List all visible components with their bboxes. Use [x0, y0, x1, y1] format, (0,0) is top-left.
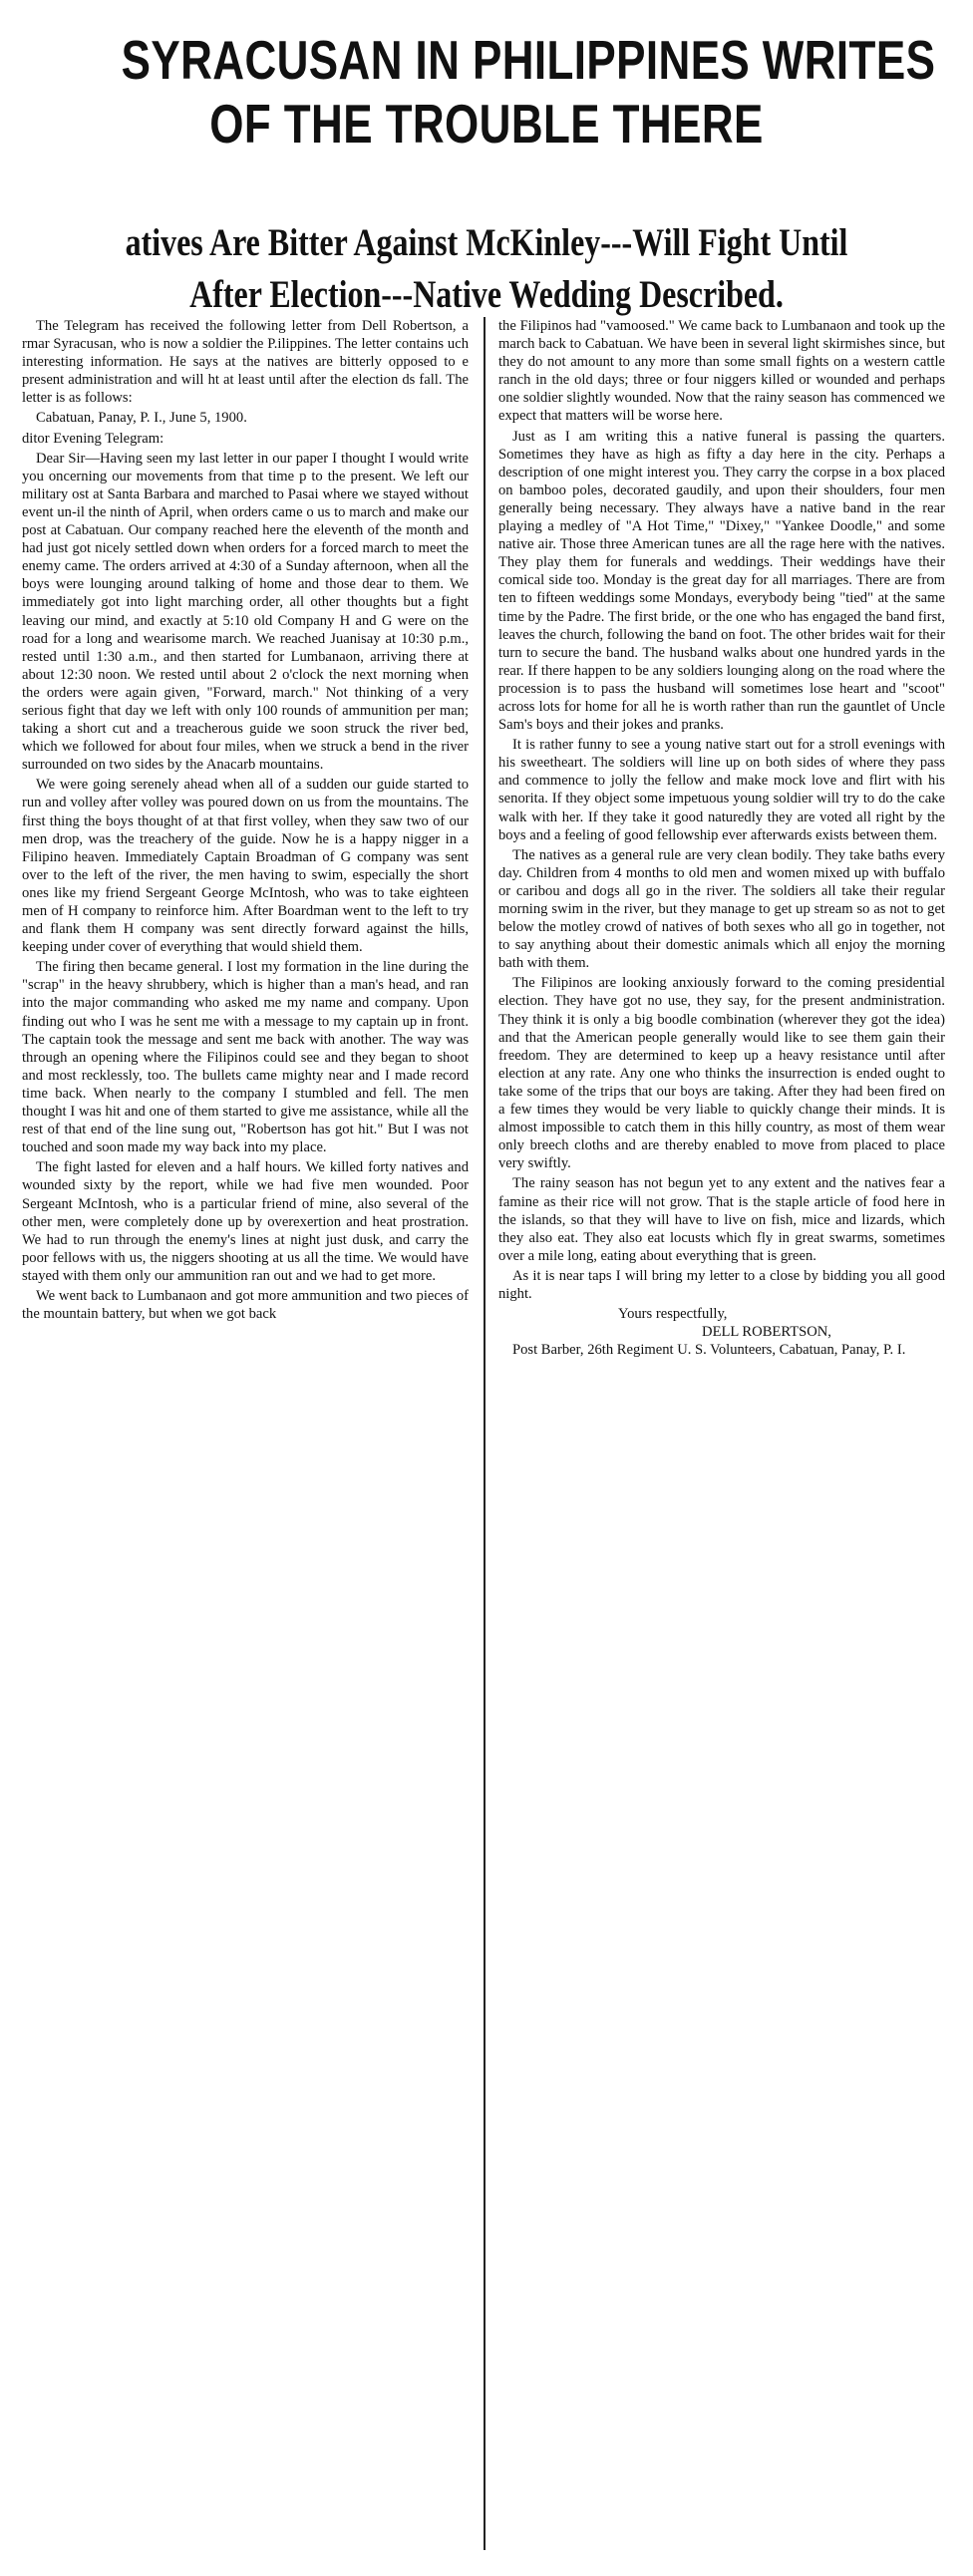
body-paragraph: We were going serenely ahead when all of a sudden our guide started to run and volley after volley was poured down on us from the mountains. The first thing the boys thought of at that first volley, when they saw two of our men drop, was the treachery of the guide. Now he is a happy nigger in a Filipino heaven. Immediately Captain Broadman of G company was sent over to the left of the river, the men having to swim, especially the short ones like my friend Sergeant George McIntosh, who was to take eighteen men of H company to reinforce him. After Boardman went to the left to try and flank them H company was sent directly forward against the hills, keeping under cover of everything that would shield them.	[22, 777, 469, 956]
dateline: Cabatuan, Panay, P. I., June 5, 1900.	[36, 410, 247, 427]
body-paragraph: The fight lasted for eleven and a half hours. We killed forty natives and wounded sixty by the report, while we had five men wounded. Poor Sergeant McIntosh, who is a particular friend of mine, also several of the other men, were completely done up by overexertion and heat prostration. We had to run through the enemy's lines at night just dusk, and carry the poor fellows with us, the niggers shooting at us all the time. We would have stayed with them only our ammunition ran out and we had to get more.	[22, 1159, 469, 1284]
body-paragraph: The firing then became general. I lost my formation in the line during the "scrap" in the heavy shrubbery, which is higher than a man's head, and ran into the major commanding who asked me my name and company. Upon finding out who I was he sent me with a message to my captain up in front. The captain took the message and sent me back with another. The way was through an opening where the Filipinos could see and they began to shoot and most recklessly, too. The bullets came mighty near and I made record time back. When nearly to the company I stumbled and fell. The men thought I was hit and one of them started to give me assistance, while all the rest of that end of the line sung out, "Robertson has got hit." But I was not touched and soon made my way back into my place.	[22, 959, 469, 1156]
article-left-column	[22, 317, 469, 2550]
salutation: ditor Evening Telegram:	[22, 430, 164, 447]
body-paragraph: The natives as a general rule are very clean bodily. They take baths every day. Children from 4 months to old men and women mixed up with buffalo or caribou and dogs all go in the river. The soldiers all take their regular morning swim in the river, but they manage to get up stream so as not to get below the motley crowd of natives of both sexes who all go in together, not to say anything about their domestic animals which all enjoy the morning bath with them.	[498, 846, 945, 972]
body-paragraph: Dear Sir—Having seen my last letter in our paper I thought I would write you oncerning our movements from that time p to the present. We left our military ost at Santa Barbara and marched to Pasai where we stayed without event un-il the ninth of April, when orders came o us to march and make our post at Cabatuan. Our company reached here the eleventh of the month and had just got nicely settled down when orders for a forced march to meet the enemy came. The orders arrived at 4:30 of a Sunday afternoon, when all the boys were lounging around talking of home and those dear to them. We immediately got into light marching order, all other thoughts but a fight leaving our mind, and exactly at 5:10 old Company H and G were on the road for a long and wearisome march. We reached Juanisay at 10:30 p.m., rested until 1:30 a.m., and then started for Lumbanaon, arriving there at about 12:30 noon. We rested until about 2 o'clock the next morning when the orders were again given, "Forward, march." Not thinking of a very serious fight that day we left with only 100 rounds of ammunition per man; taking a short cut and a treacherous guide we soon struck the river bed, which we followed for about four miles, when we struck a bend in the river surrounded on two sides by the Anacarb mountains.	[22, 450, 469, 774]
body-paragraph: It is rather funny to see a young native start out for a stroll evenings with his sweetheart. The soldiers will line up on both sides of where they pass and commence to jolly the fellow and make mock love and flirt with his senorita. If they object some impetuous young soldier will try to do the cake walk with her. If they take it good naturedly they are voted all right by the boys and a feeling of good fellowship ever afterwards exists between them.	[498, 737, 945, 843]
body-paragraph: The Filipinos are looking anxiously forward to the coming presidential election. They have got no use, they say, for the present andministration. They think it is only a big boodle combination (wherever they got the idea) and that the American people generally would like to see them gain their freedom. They are determined to keep up a heavy resistance until after election at any rate. Any one who thinks the insurrection is ended ought to take some of the trips that our boys are taking. After they had been fired on a few times they would be very liable to quickly change their minds. It is almost impossible to catch them in this hilly country, as most of them wear only breech cloths and are thereby enabled to move from placed to place very swiftly.	[498, 975, 945, 1172]
article-right-column	[498, 317, 945, 2550]
body-paragraph: The rainy season has not begun yet to any extent and the natives fear a famine as their rice will not grow. That is the staple article of food here in the islands, so that they will have to live on fish, mice and lizards, which they also eat. They also eat locusts which fly in great swarms, sometimes over a mile long, eating about everything that is green.	[498, 1175, 945, 1264]
headline-line-1: SYRACUSAN IN PHILIPPINES WRITES	[121, 29, 936, 91]
body-paragraph: Just as I am writing this a native funeral is passing the quarters. Sometimes they have as high as fifty a day here in the city. Perhaps a description of one might interest you. They carry the corpse in a box placed on bamboo poles, decorated gaudily, and upon their shoulders, four men generally being necessary. They always have a native band in the rear playing a medley of "A Hot Time," "Dixey," "Yankee Doodle," and some native air. Those three American tunes are all the rage here with the natives. They play them for funerals and weddings. Their weddings have their comical side too. Monday is the great day for all marriages. There are from ten to fifteen weddings some Mondays, everybody being "tied" at the same time by the Padre. The first bride, or the one who has engaged the band first, leaves the church, following the band on foot. The other brides wait for their turn to secure the band. The husband walks about one hundred yards in the rear. If there happen to be any soldiers lounging along on the road where the procession is to pass the husband will sometimes lose heart and "scoot" across lots for home for all he is worth rather than run the gauntlet of Uncle Sam's boys and their jokes and pranks.	[498, 428, 945, 734]
signature-title: Post Barber, 26th Regiment U. S. Volunteers, Cabatuan, Panay, P. I.	[512, 1342, 906, 1359]
subheadline-line-2: After Election---Native Wedding Described.	[189, 273, 784, 316]
signature-name: DELL ROBERTSON,	[702, 1324, 831, 1341]
intro-paragraph: The Telegram has received the following letter from Dell Robertson, a rmar Syracusan, who is now a soldier the P.ilippines. The letter contains uch interesting information. He says at the natives are bitterly opposed to e present administration and will ht at least until after the election ds fall. The letter is as follows:	[22, 318, 469, 407]
body-paragraph: the Filipinos had "vamoosed." We came back to Lumbanaon and took up the march back to Cabatuan. We have been in several light skirmishes since, but they do not amount to any more than some small fights on a western cattle ranch in the old days; three or four niggers killed or wounded and perhaps one soldier slightly wounded. Now that the rainy season has commenced we expect that matters will be worse here.	[498, 318, 945, 425]
closing: Yours respectfully,	[618, 1306, 728, 1323]
body-paragraph: As it is near taps I will bring my letter to a close by bidding you all good night.	[498, 1267, 945, 1302]
subheadline-line-1: atives Are Bitter Against McKinley---Will Fight Until	[125, 221, 848, 264]
column-divider	[484, 317, 486, 2550]
signature-block	[498, 1305, 945, 1359]
headline	[121, 28, 936, 156]
headline-line-2: OF THE TROUBLE THERE	[209, 93, 764, 155]
body-paragraph: We went back to Lumbanaon and got more ammunition and two pieces of the mountain battery, but when we got back	[22, 1287, 469, 1323]
subheadline	[112, 217, 860, 321]
